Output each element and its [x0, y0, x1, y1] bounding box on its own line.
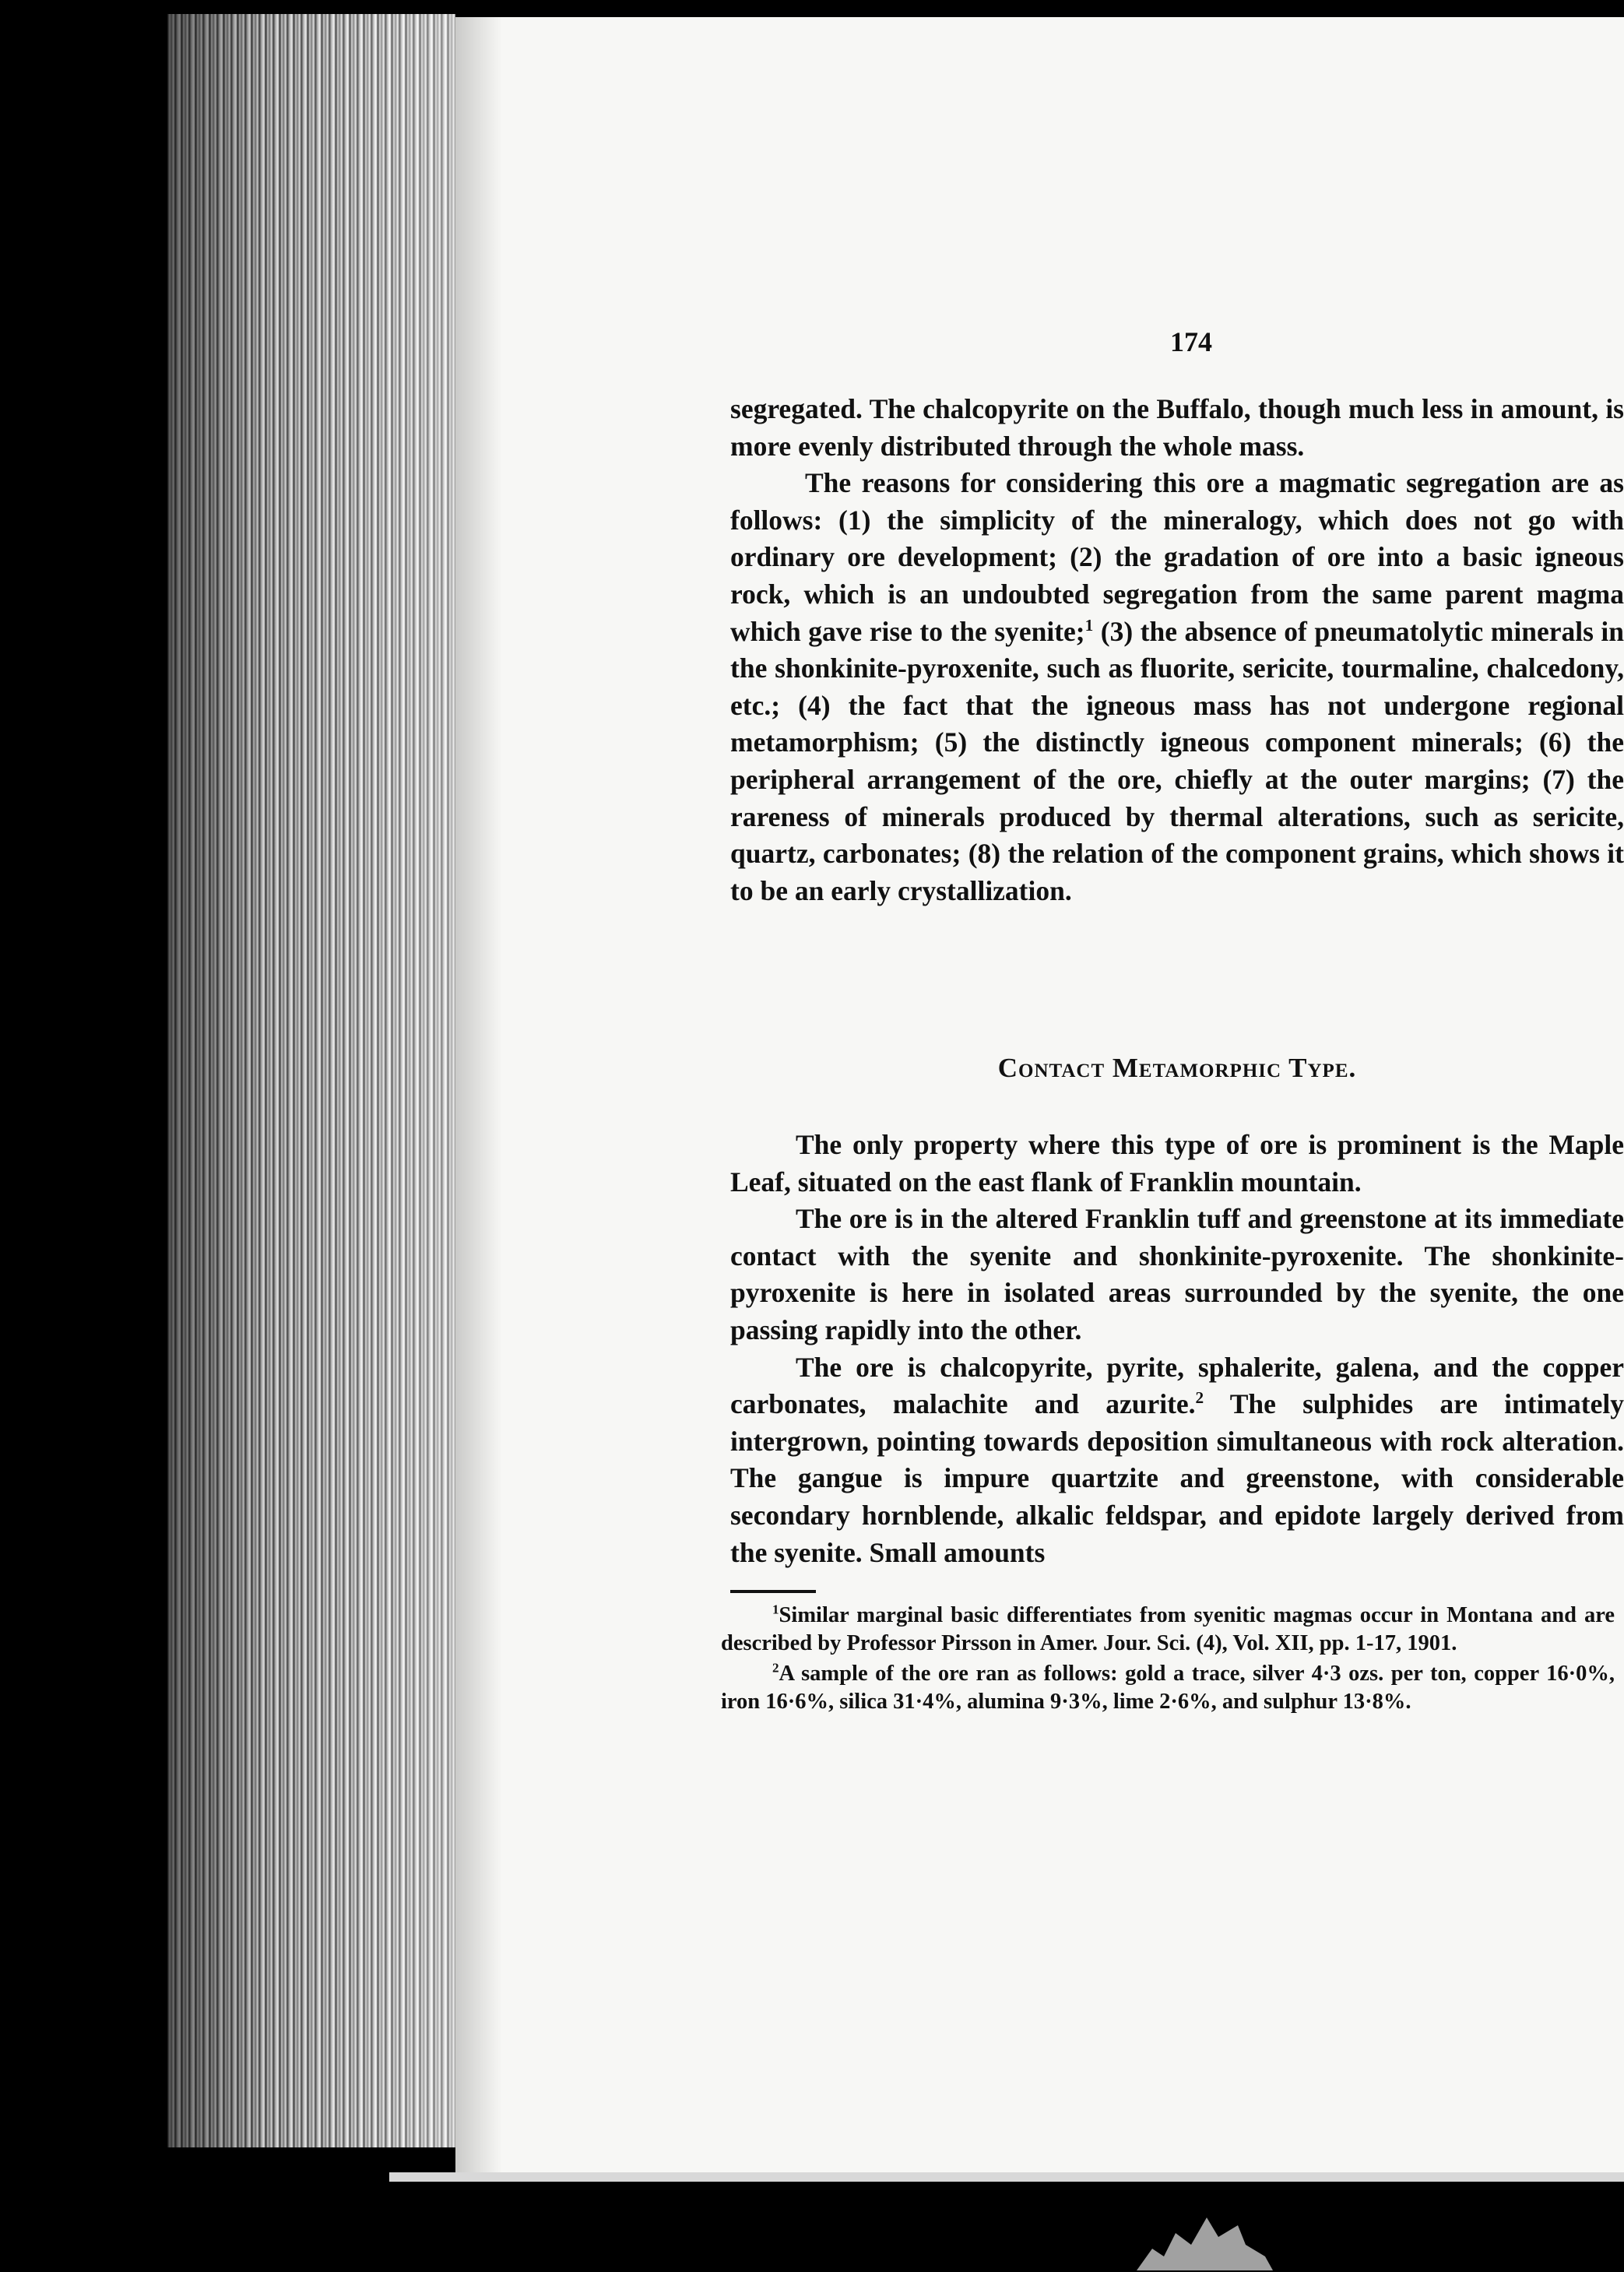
- paragraph-text: The sulphides are intimately intergrown, pointing towards deposition simultaneous with rock alteration. The gangue is impure quartzite and greenstone, with considerable secondary hornblende, alkalic feldspar, and epidote largely derived from the syenite. Small amounts: [730, 1388, 1624, 1568]
- footnote-marker: 2: [772, 1660, 779, 1676]
- section-heading: Contact Metamorphic Type.: [997, 1053, 1357, 1083]
- paragraph: [730, 1349, 1624, 1572]
- footnote-ref: 2: [1195, 1388, 1204, 1408]
- footnote-ref: 1: [1084, 615, 1094, 635]
- body-text: [730, 391, 1624, 909]
- paragraph: [730, 465, 1624, 909]
- footnote-text: Similar marginal basic differentiates from syenitic magmas occur in Montana and are described by Professor Pirsson in Amer. Jour. Sci. (4), Vol. XII, pp. 1-17, 1901.: [721, 1603, 1615, 1655]
- footnotes: [721, 1602, 1615, 1718]
- paragraph: segregated. The chalcopyrite on the Buffalo, though much less in amount, is more evenly distributed through the whole mass.: [730, 393, 1624, 462]
- page-sheet: [455, 17, 1624, 2182]
- body-text-section: [730, 1127, 1624, 1571]
- page-gutter-shadow: [455, 17, 502, 2182]
- scan-artifact: [1121, 2202, 1277, 2272]
- footnote: [721, 1602, 1615, 1657]
- footnote-text: A sample of the ore ran as follows: gold a trace, silver 4·3 ozs. per ton, copper 16·0%, iron 16·6%, silica 31·4%, alumina 9·3%, lime 2·6%, and sulphur 13·8%.: [721, 1662, 1615, 1714]
- paragraph: The only property where this type of ore is prominent is the Maple Leaf, situated on the east flank of Franklin mountain.: [730, 1129, 1624, 1198]
- footnote-marker: 1: [772, 1602, 779, 1617]
- page-edges-shade: [167, 14, 455, 2147]
- paragraph-text: (3) the absence of pneumatolytic minerals in the shonkinite-pyroxenite, such as fluorite, sericite, tourmaline, chalcedony, etc.; (4) the fact that the igneous mass has not undergone regional metamorphism; (5) the distinctly igneous component minerals; (6) the peripheral arrangement of the ore, chiefly at the outer margins; (7) the rareness of minerals produced by thermal alterations, such as sericite, quartz, carbonates; (8) the relation of the component grains, which shows it to be an early crystallization.: [730, 615, 1624, 906]
- footnote: [721, 1660, 1615, 1715]
- paragraph: The ore is in the altered Franklin tuff and greenstone at its immediate contact with the syenite and shonkinite-pyroxenite. The shonkinite-pyroxenite is here in isolated areas surrounded by the syenite, the one passing rapidly into the other.: [730, 1203, 1624, 1345]
- paragraph-text: The ore is chalcopyrite, pyrite, sphalerite, galena, and the copper carbonates, malachite and azurite.: [730, 1351, 1624, 1420]
- page-bottom-edge: [389, 2172, 1624, 2182]
- paragraph-text: The reasons for considering this ore a magmatic segregation are as follows: (1) the simplicity of the mineralogy, which does not go with ordinary ore development; (2) the gradation of ore into a basic igneous rock, which is an undoubted segregation from the same parent magma which gave rise to the syenite;: [730, 467, 1624, 647]
- footnote-rule: [730, 1590, 816, 1593]
- page-number: 174: [1170, 326, 1212, 357]
